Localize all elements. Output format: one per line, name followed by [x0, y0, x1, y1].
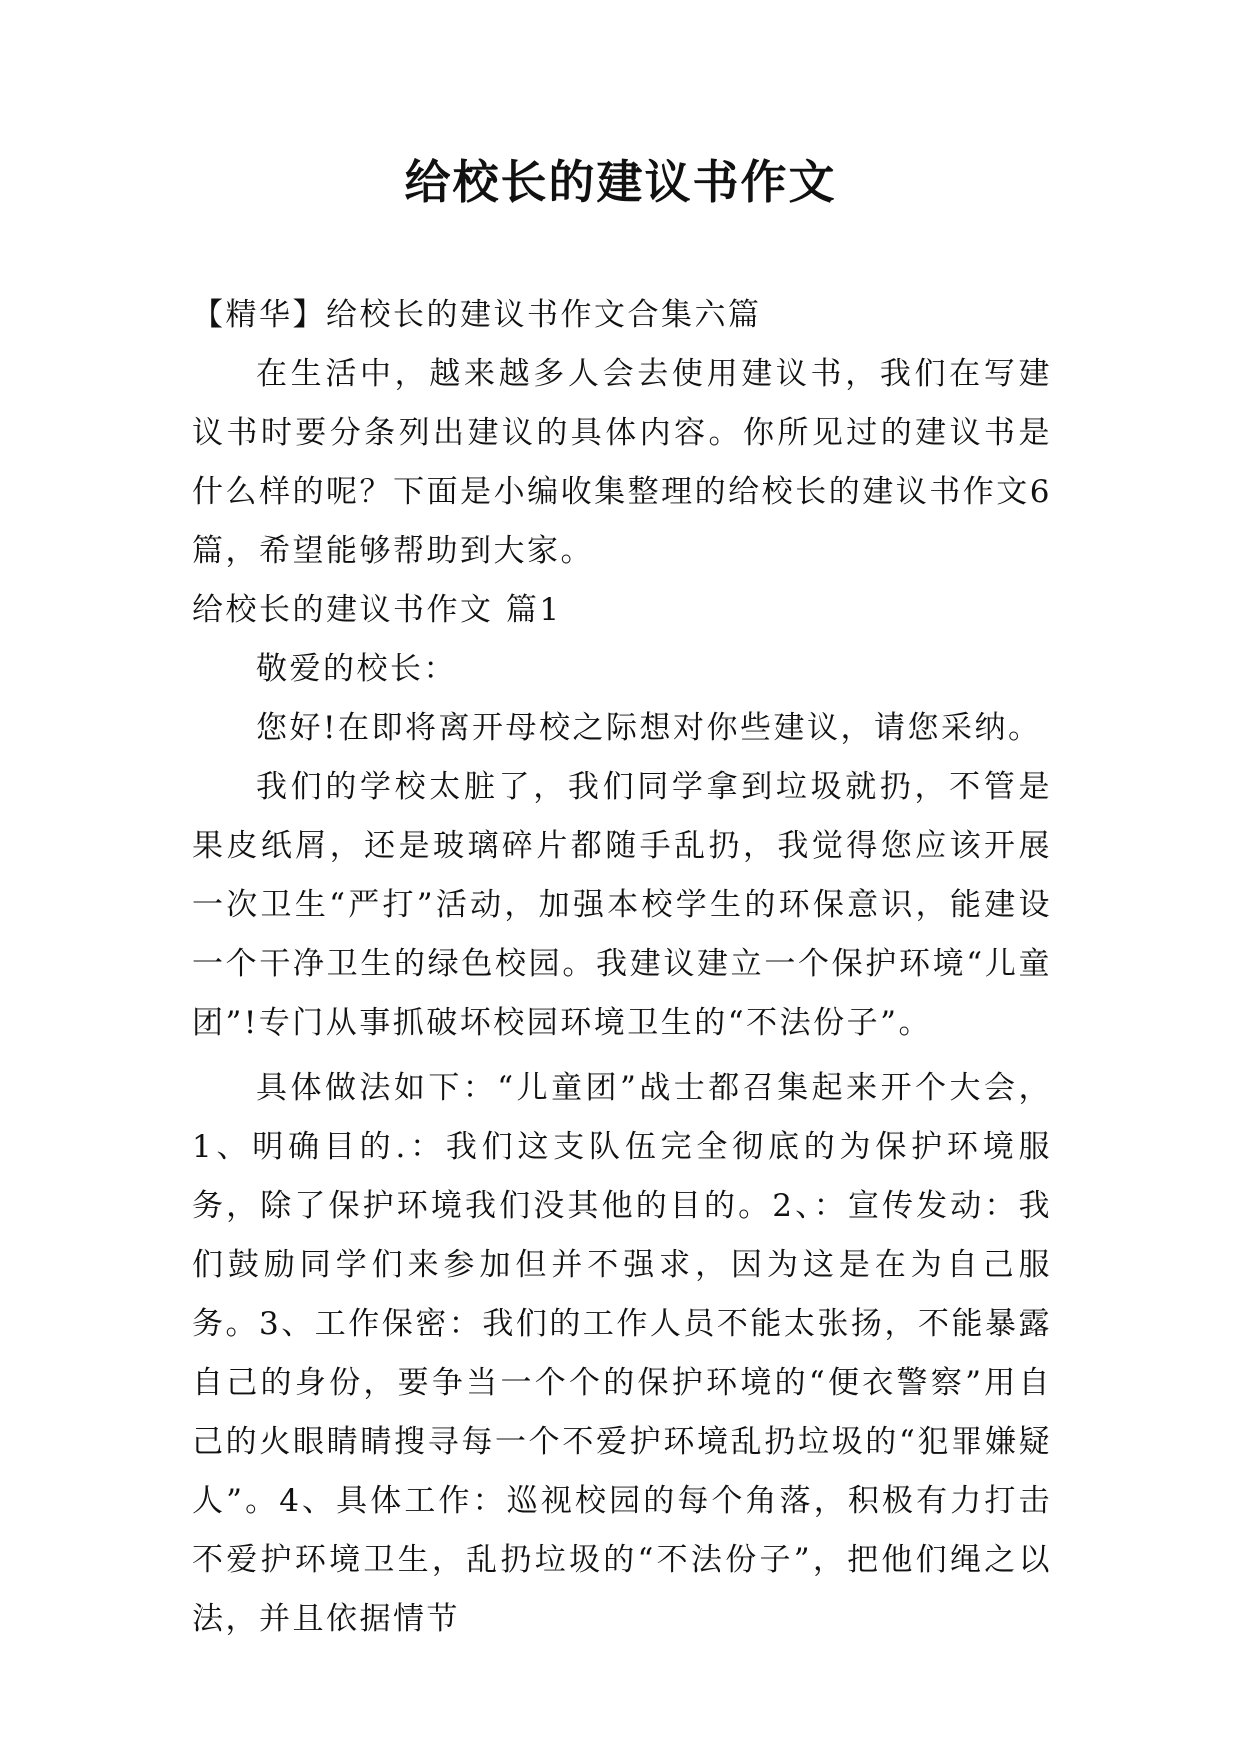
intro-paragraph: 在生活中，越来越多人会去使用建议书，我们在写建议书时要分条列出建议的具体内容。你所见过的建议书是什么样的呢？下面是小编收集整理的给校长的建议书作文6篇，希望能够帮助到大家。	[192, 356, 1052, 569]
document-subtitle: 【精华】给校长的建议书作文合集六篇	[192, 297, 762, 333]
body-paragraph: 您好!在即将离开母校之际想对你些建议，请您采纳。	[256, 710, 1042, 746]
document-title: 给校长的建议书作文	[404, 155, 837, 209]
document-body	[192, 286, 1052, 1649]
section-heading: 给校长的建议书作文 篇1	[192, 592, 562, 628]
salutation: 敬爱的校长：	[256, 651, 457, 687]
body-paragraph: 具体做法如下：“儿童团”战士都召集起来开个大会，1、明确目的.：我们这支队伍完全彻底的为保护环境服务，除了保护环境我们没其他的目的。2、：宣传发动：我们鼓励同学们来参加但并不强求，因为这是在为自己服务。3、工作保密：我们的工作人员不能太张扬，不能暴露自己的身份，要争当一个个的保护环境的“便衣警察”用自己的火眼睛睛搜寻每一个不爱护环境乱扔垃圾的“犯罪嫌疑人”。4、具体工作：巡视校园的每个角落，积极有力打击不爱护环境卫生，乱扔垃圾的“不法份子”，把他们绳之以法，并且依据情节	[192, 1070, 1052, 1637]
body-paragraph: 我们的学校太脏了，我们同学拿到垃圾就扔，不管是果皮纸屑，还是玻璃碎片都随手乱扔，我觉得您应该开展一次卫生“严打”活动，加强本校学生的环保意识，能建设一个干净卫生的绿色校园。我建议建立一个保护环境“儿童团”!专门从事抓破坏校园环境卫生的“不法份子”。	[192, 769, 1052, 1041]
